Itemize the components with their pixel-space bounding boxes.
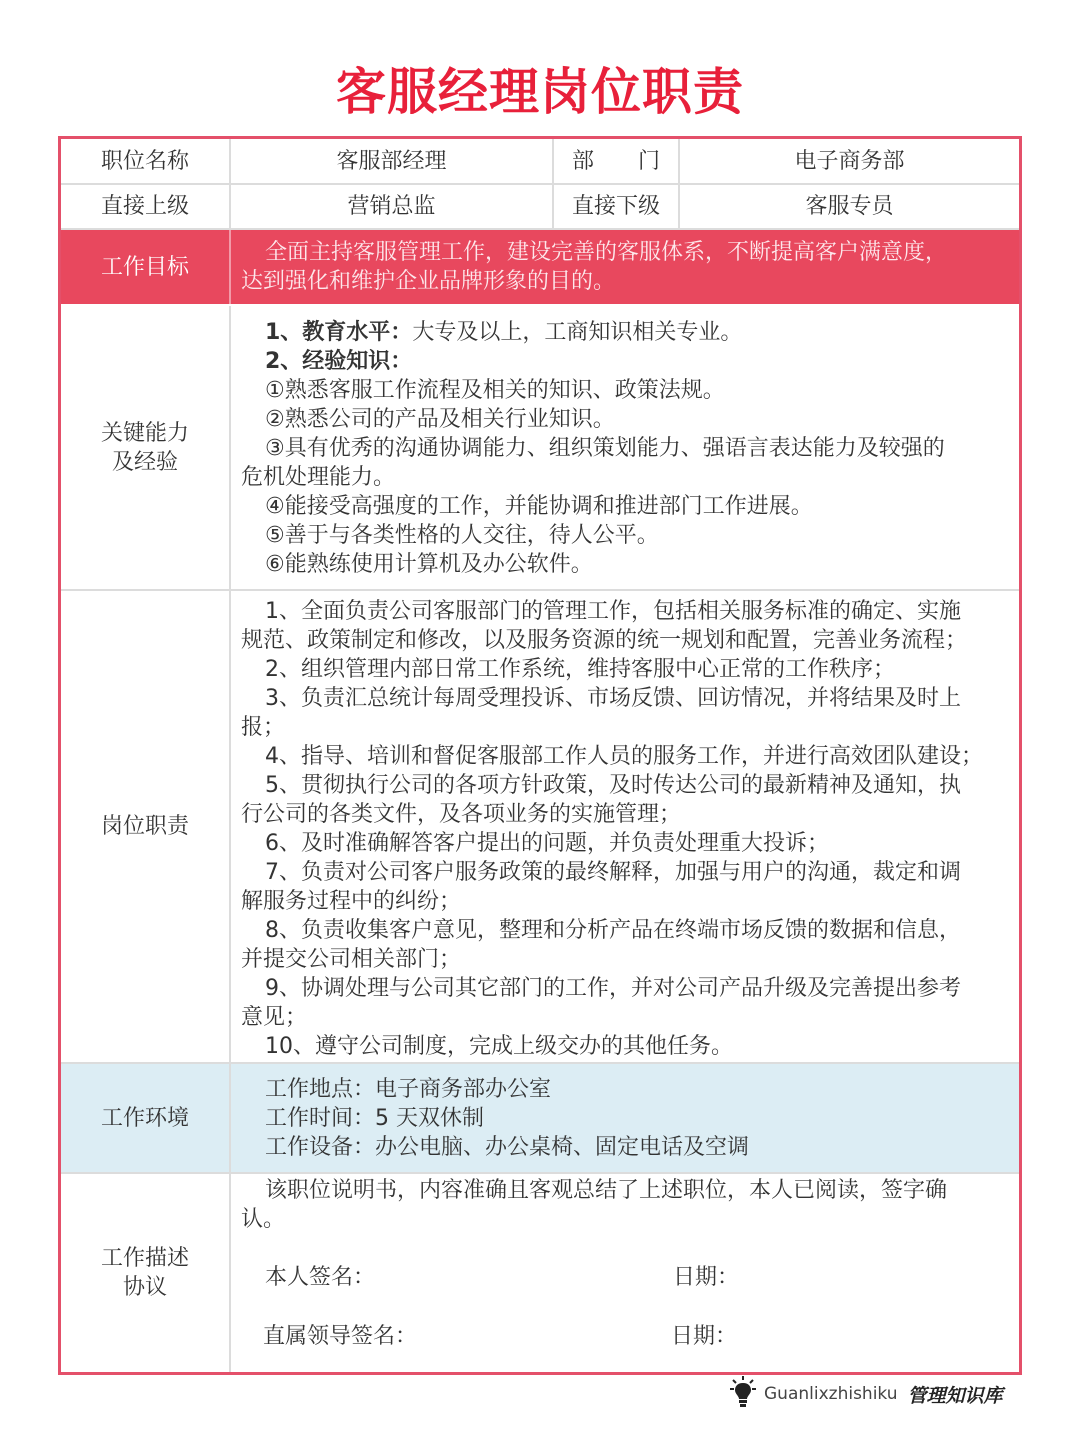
ability-item: ①熟悉客服工作流程及相关的知识、政策法规。 <box>265 378 725 403</box>
ability-item: 危机处理能力。 <box>241 465 396 490</box>
ability-label <box>61 306 231 589</box>
duty-line: 意见； <box>241 1005 308 1030</box>
env-line: 工作地点：电子商务部办公室 <box>265 1077 552 1102</box>
superior-value: 营销总监 <box>231 185 554 228</box>
duty-label: 岗位职责 <box>61 591 231 1062</box>
duty-line: 5、贯彻执行公司的各项方针政策，及时传达公司的最新精神及通知，执 <box>265 773 961 798</box>
self-sign-label: 本人签名： <box>265 1265 376 1290</box>
row-duty <box>61 591 1019 1064</box>
date-label: 日期： <box>671 1324 738 1349</box>
duty-line: 3、负责汇总统计每周受理投诉、市场反馈、回访情况，并将结果及时上 <box>265 686 961 711</box>
position-value: 客服部经理 <box>231 139 554 183</box>
duty-line: 规范、政策制定和修改，以及服务资源的统一规划和配置，完善业务流程； <box>241 628 968 653</box>
leader-sign-label: 直属领导签名： <box>263 1324 418 1349</box>
row-agreement <box>61 1174 1019 1372</box>
ability-item: ⑤善于与各类性格的人交往，待人公平。 <box>265 523 659 548</box>
duty-line: 1、全面负责公司客服部门的管理工作，包括相关服务标准的确定、实施 <box>265 599 961 624</box>
row-environment <box>61 1064 1019 1174</box>
duty-line: 7、负责对公司客户服务政策的最终解释，加强与用户的沟通，裁定和调 <box>265 860 961 885</box>
duty-line: 4、指导、培训和督促客服部工作人员的服务工作，并进行高效团队建设； <box>265 744 983 769</box>
env-line: 工作设备：办公电脑、办公桌椅、固定电话及空调 <box>265 1135 750 1160</box>
subordinate-label: 直接下级 <box>554 185 680 228</box>
goal-line: 全面主持客服管理工作，建设完善的客服体系，不断提高客户满意度， <box>265 240 948 265</box>
row-position <box>61 139 1019 185</box>
ability-label-line: 及经验 <box>111 449 178 475</box>
page-title: 客服经理岗位职责 <box>336 63 744 121</box>
agreement-label-line: 工作描述 <box>100 1246 189 1271</box>
agreement-content <box>231 1174 1019 1372</box>
agreement-line: 该职位说明书，内容准确且客观总结了上述职位，本人已阅读，签字确 <box>265 1178 948 1203</box>
date-label: 日期： <box>673 1265 740 1290</box>
duty-line: 解服务过程中的纠纷； <box>241 889 462 914</box>
subordinate-value: 客服专员 <box>805 194 894 219</box>
ability-item: ②熟悉公司的产品及相关行业知识。 <box>265 407 615 432</box>
row-goal <box>61 230 1019 306</box>
ability-item: ④能接受高强度的工作，并能协调和推进部门工作进展。 <box>265 494 813 519</box>
duty-line: 报； <box>241 715 286 740</box>
env-content <box>231 1064 1019 1172</box>
ability-item: ⑥能熟练使用计算机及办公软件。 <box>265 552 593 577</box>
goal-line: 达到强化和维护企业品牌形象的目的。 <box>241 269 616 294</box>
goal-label: 工作目标 <box>61 230 231 304</box>
row-superior <box>61 185 1019 230</box>
row-ability <box>61 306 1019 591</box>
edu-line <box>241 318 1013 347</box>
ability-item: ③具有优秀的沟通协调能力、组织策划能力、强语言表达能力及较强的 <box>265 436 945 461</box>
duty-content <box>231 591 1019 1062</box>
ability-label-line: 关键能力 <box>100 420 189 446</box>
agreement-label <box>61 1174 231 1372</box>
ability-content <box>231 306 1019 589</box>
duty-line: 10、遵守公司制度，完成上级交办的其他任务。 <box>265 1034 733 1059</box>
env-line: 工作时间：5 天双休制 <box>265 1106 484 1131</box>
agreement-label-line: 协议 <box>122 1275 167 1300</box>
dept-label: 部 门 <box>554 139 680 183</box>
brand-name-cn: 管理知识库 <box>907 1384 1003 1407</box>
duty-line: 6、及时准确解答客户提出的问题，并负责处理重大投诉； <box>265 831 829 856</box>
edu-head: 1、教育水平： <box>265 320 413 345</box>
brand-name-en: Guanlixzhishiku <box>764 1384 898 1404</box>
duty-line: 并提交公司相关部门； <box>241 947 462 972</box>
duty-line: 9、协调处理与公司其它部门的工作，并对公司产品升级及完善提出参考 <box>265 976 961 1001</box>
env-label: 工作环境 <box>61 1064 231 1172</box>
superior-label: 直接上级 <box>61 185 231 228</box>
job-description-table <box>58 136 1022 1375</box>
dept-value: 电子商务部 <box>794 148 905 174</box>
exp-head: 2、经验知识： <box>265 349 413 374</box>
agreement-line: 认。 <box>241 1207 286 1232</box>
footer-brand <box>730 1374 1030 1414</box>
lightbulb-icon <box>730 1375 756 1413</box>
duty-line: 2、组织管理内部日常工作系统，维持客服中心正常的工作秩序； <box>265 657 895 682</box>
position-label: 职位名称 <box>61 139 231 183</box>
duty-line: 行公司的各类文件，及各项业务的实施管理； <box>241 802 682 827</box>
duty-line: 8、负责收集客户意见，整理和分析产品在终端市场反馈的数据和信息， <box>265 918 961 943</box>
exp-line <box>241 347 1013 376</box>
edu-text: 大专及以上，工商知识相关专业。 <box>412 320 743 345</box>
goal-content <box>231 230 1019 304</box>
